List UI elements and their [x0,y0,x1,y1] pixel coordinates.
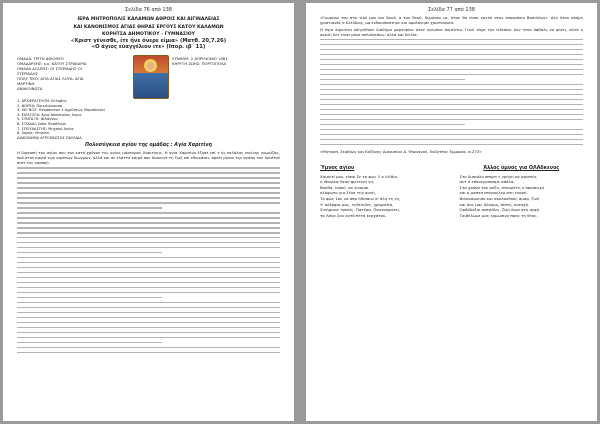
poem-line: Τοιβήλωμε μας ερμωσίνη προς τη θεος. [459,212,538,218]
text-line [17,277,280,278]
poem-line: Στο διακαλο σπηρτ ε γρήγη κα αριστής [459,173,537,179]
text-line [17,307,280,308]
left-page [3,3,294,421]
text-line [320,74,583,75]
schedule [17,56,129,91]
text-line [17,257,280,258]
text-line [320,144,583,145]
right-page [306,3,597,421]
text-line [320,134,583,135]
list-item: 5. ΣΥΝΤΑΞΗ: Φιλάγνου [17,117,58,122]
text-line [320,54,583,55]
text-line [17,242,280,243]
text-line [17,322,280,323]
text-line [17,192,280,193]
text-line [320,44,583,45]
text-line [320,114,583,115]
hymns [320,166,583,219]
list-item: 7. ΣΠΟΥΔΑΣΤΗΣ: Μηχανή Αγίας [17,126,74,131]
section-subtitle: Πολυσύγκεια αγίου της ομάδας : Αγία Χαριτίνη [85,143,212,149]
poem-line: τ' αδέρφια μας, τηθελιδες, χρηματία, [320,201,394,207]
list-item: 8. Χορός: Μηνάτη [17,131,50,136]
text-line [320,94,583,95]
text-line [17,297,162,298]
text-line [17,337,280,338]
poem-line: Το φώς Σου να σπρ ήθίσαιω σ' όλη τη γη, [320,196,401,202]
poem-line: και η μαστα στερουλεμ στη ενορή. [459,190,528,196]
text-line [17,347,280,348]
text-line [320,139,583,140]
text-line [320,129,583,130]
sched-col1-1: ΟΜΑΔΑΡΧΗΣ: κ.κ. ΚΑΤΟΥ ΣΤΡΑΚΑΡΙΑ [17,60,87,66]
hymn-title: Ύμνος αγίου [320,165,355,171]
scripture-quote-2: «Ο άγιος εύαγγέλιον ιτε» (Ιπορ. ιβ΄ 11) [91,44,206,51]
text-line [17,317,280,318]
text-line [17,342,162,343]
text-lines [17,167,280,353]
poem-line: Φιλαναμνησο και ακολουθούς αμαρ, ζωή [459,196,540,202]
poem-line: το Λόγο Σου αυτό πετα κερχάτου. [320,212,387,218]
text-line [17,252,162,253]
text-line [320,79,465,80]
text-line [17,177,280,178]
text-line [320,84,583,85]
text-line [320,109,583,110]
text-line [17,312,280,313]
text-line [320,124,465,125]
text-line [17,247,280,248]
poem-line: Χαιρετί μου, είσαι Σε το φως Υ ο λλίθιο, [320,173,399,179]
paragraph: Η διακοπή του αγίου σου του κατά χρόνον της αγίας μάρτυρος Χαριτίνης. Η αγία Χαριτίνη έζησε επί τ ής πελάλας εκείνης γνωρίζας, πού στον καιρό των αιμάτων διωγμών, αλλά και σε ελάττα καιρό που διακεινε τη ζωή και εθνικάσει, προτί μήσιν την αγάπη του Χριστού πίστ της καρπού. [17,150,280,166]
text-line [17,217,280,218]
text-line [17,202,280,203]
paragraph: Η αγία Χαριτίνη οδηγήθηκε διαδήμα μαρτυρίου στον ηγεμόνα Δομέντιο. Γιατί τάχα την είδεσαν. Δεν ήταν όφθαλς να φύγει, αλλά η ακολη δεν είναι μόνο απλοϊστάνω, αλλά και δειλία. [320,27,583,37]
page-number: Σελίδα 77 από 138 [428,7,475,13]
text-line [320,59,583,60]
header-line-2: ΚΑΙ ΚΑΝΟΝΙΣΜΟΣ ΑΓΙΑΣ ΘΗΡΑΣ ΕΡΓΟΥΣ ΚΑΤΟΥ ΚΑΛΑΜΩΝ [73,24,224,30]
body-text [320,15,583,37]
text-line [17,352,280,353]
sched-col1-3: ΠΟΛΥ ΤΙΚΟ: ΑΓΙΑ ΑΓΙΑΣ ΛΟΥΔ. ΑΓΙΑ ΜΑΡΤΙΝΗ [17,75,84,86]
text-line [17,302,280,303]
header-line-1: ΙΕΡΑ ΜΗΤΡΟΠΟΛΙΣ ΚΑΛΑΜΩΝ ΑΘΡΟΙΣ ΚΑΙ ΑΙΓΙΝΑΛΕΙΑΣ [77,17,220,22]
text-line [17,287,280,288]
text-line [320,64,583,65]
text-line [17,167,280,168]
sched-col1-4: ΑΝΑΚΟΙΝΩΤΑ [17,85,43,91]
text-line [320,89,583,90]
info-block [17,55,280,98]
list-item: 6. ΣΤΙΧΑΔΙ: Ωσία Παρθένων [17,121,67,126]
text-line [320,104,583,105]
poem-line: Ορθόδοξοι αστρίδες, ζωή δοια στη αρχή [459,207,540,213]
poem-line: ολόφωτο για Σένα την αυγή, [320,190,376,196]
hymn-left [320,166,444,219]
sched-col1-2: ΟΜΑΔΑ ΑΓΑΠΗΣ: ΟΙ ΣΤΕΡΙΑΔΗΣ ΟΙ ΣΤΕΡΙΑΔΗΣ [17,65,82,76]
roles-list [17,99,280,140]
text-line [17,207,162,208]
text-line [17,212,280,213]
text-line [17,227,280,228]
text-line [17,172,280,173]
list-item: 2. ΦΟΡΕΑ: Ποικιλώνουσα [17,103,62,108]
poem-line: και δος μας δύναμη, πίστη, αντοχή. [459,201,530,207]
list-item: 4. ΕΙΣΑΓΟΓΑ: Αγια Αποστολος Αγιος [17,112,82,117]
saint-icon [133,55,169,99]
list-item: 3. ΜΟ ΝΟΣ: Θεόσπιστου τ Αχρύσεως Μαροδιανεί [17,108,105,113]
text-line [17,237,280,238]
list-item: 1. ΑΡΧΙΕΡΑΤΕΥΟΝ: Εύλαβής [17,98,67,103]
body-text [17,150,280,165]
text-line [17,292,280,293]
poem-line: Βοήθα, Ιησού, να γίνομαι [320,184,369,190]
hymn-right [460,166,584,219]
text-line [17,262,280,263]
page-number: Σελίδα 76 από 138 [125,7,172,13]
poem-line: Στα χρόνα του ρήξη, σταυρέτη η προσευχή [459,184,545,190]
sched-col2-0: ΣΥΝΗΘΗ: 2 ΑΠΡΙΛΙΟΝΙΟ 1981 [172,55,228,61]
schedule-right [172,56,282,66]
text-line [17,232,280,233]
poem-line: αυτ ό επανεγραψαμε απόλα: [459,179,515,185]
face-icon [147,62,154,70]
sched-col2-2: ΚΗΡΥΞΗ ΖΩΗΣ: ΠΟΡΤΟΠΟΛΑ [172,60,227,66]
sched-col1-0: ΟΜΑΔΑ: ΤΡΙΤΗ ΦΙΛΟΘΕΟ [17,55,64,61]
paragraph: «Γνωρίσω του στο τιού μου και δουλί α του Θεού, θυμήσου με, όταν θα είσαι κοντά στον επουράνιο Βασιλέων». Δεν ήταν ακόμη χριστιανός ο Κλεύδιος, μα ενθουσίαστηκε και ομολόγησε χριστιανικά. [320,15,583,25]
poem-line: η ιθαιρεψ Θεού φωτεινή γή, [320,179,375,185]
text-line [320,49,583,50]
scripture-quote-1: «Χριστ γένεσθε, ίτε ήνε όνερε είμια» (Ματθ. 20,7.26) [70,37,227,44]
text-line [17,222,280,223]
text-line [17,272,280,273]
text-lines [320,39,583,145]
text-line [17,182,280,183]
text-line [17,282,280,283]
reference: «Μητροπ. Σερβίων και Κοζάνης Διονυσίου Δ. Ψαριανού, Ενδυτέας Εμμορία, σ.273» [320,148,482,154]
text-line [17,332,280,333]
text-line [320,99,583,100]
text-line [320,119,583,120]
text-line [17,267,280,268]
text-line [17,327,280,328]
poem-line: Σιτήριανε Ιησούς, Πατέρα, Παντοκρατεί, [320,207,401,213]
text-line [17,187,280,188]
text-line [17,197,280,198]
list-item: ΔΙΑΚΟΝΗΜΑ ΑΓΡΟΘΕΩΤΗΣ ΠΑΥΛΙΔΑ [17,135,82,140]
text-line [320,69,583,70]
text-line [320,39,583,40]
hymn-title: Άλλος ύμνος για ΟΛΑδκενος [483,165,560,171]
header-line-3: ΚΟΡΗΤΣΑ ΔΗΜΟΤΙΚΟΥ - ΓΥΜΝΑΣΙΟΥ [101,32,196,38]
